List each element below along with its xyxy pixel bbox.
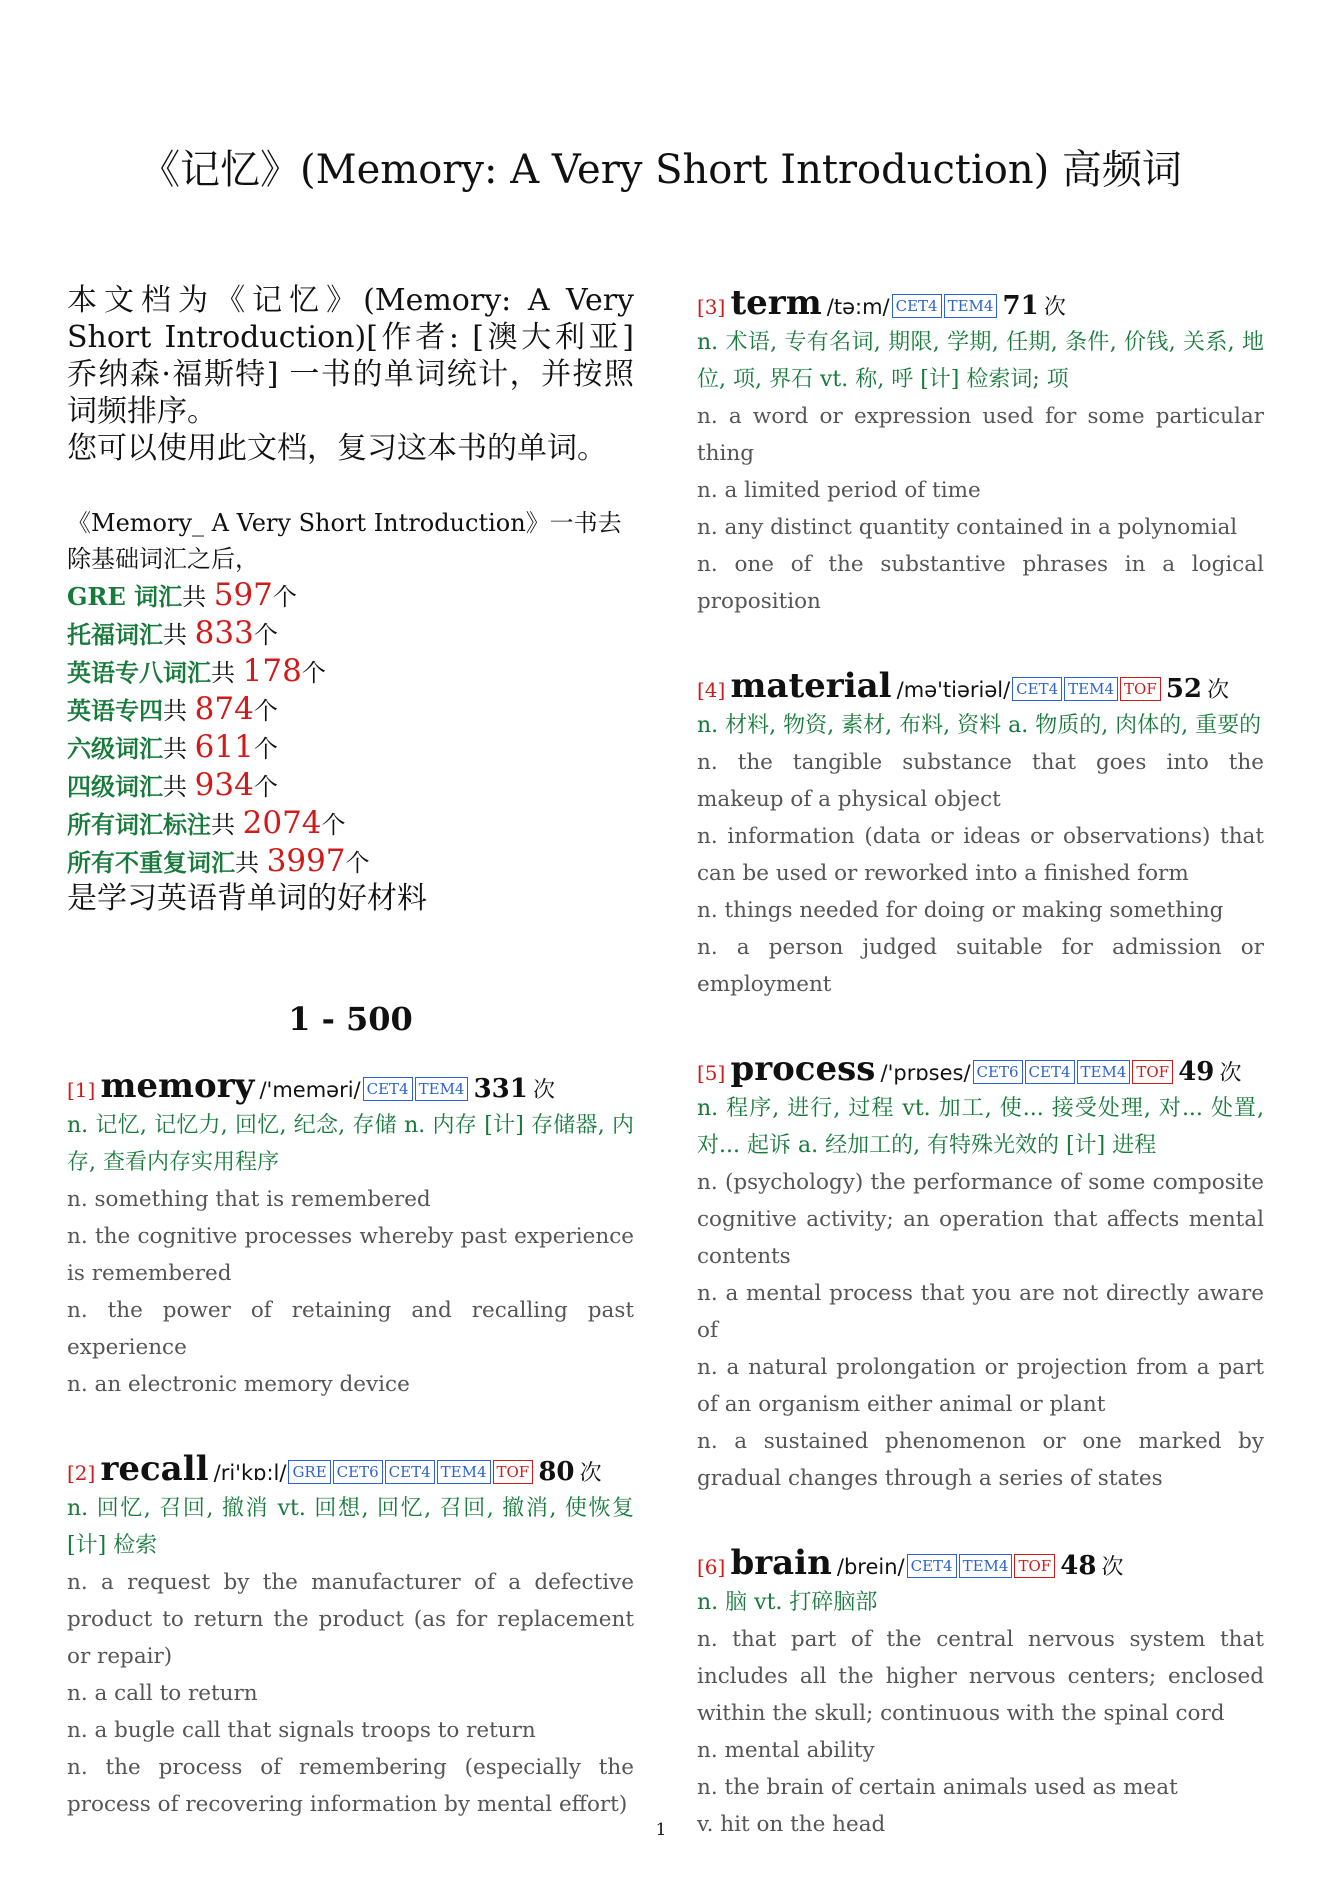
entry-phonetic: /tə:m/ bbox=[826, 295, 890, 319]
intro-paragraph bbox=[67, 282, 634, 467]
vocab-stats bbox=[67, 505, 634, 917]
exam-tag: TOF bbox=[1120, 677, 1161, 701]
entry-frequency: 49 bbox=[1178, 1057, 1215, 1087]
exam-tag: TEM4 bbox=[1064, 677, 1118, 701]
stat-post: 个 bbox=[345, 849, 370, 877]
stat-post: 个 bbox=[253, 735, 278, 763]
exam-tag: TOF bbox=[1132, 1060, 1173, 1084]
entry-header bbox=[697, 1048, 1264, 1090]
stat-line bbox=[67, 653, 634, 691]
definition-line: n. one of the substantive phrases in a logical proposition bbox=[697, 552, 1264, 614]
chinese-definition: n. 材料, 物资, 素材, 布料, 资料 a. 物质的, 肉体的, 重要的 bbox=[697, 713, 1262, 738]
stat-line bbox=[67, 691, 634, 729]
entry-phonetic: /'meməri/ bbox=[259, 1078, 361, 1102]
entry-rank: [4] bbox=[697, 678, 726, 702]
stat-pre: 共 bbox=[163, 735, 195, 763]
exam-tag: CET4 bbox=[1012, 677, 1062, 701]
entry-word: recall bbox=[100, 1449, 209, 1489]
word-entry bbox=[67, 1448, 634, 1823]
english-definitions bbox=[697, 1164, 1264, 1497]
entries-right bbox=[697, 282, 1264, 1843]
exam-tag: CET4 bbox=[363, 1077, 413, 1101]
definition-line: n. information (data or ideas or observations) that can be used or reworked into a finished form bbox=[697, 824, 1264, 886]
stat-post: 个 bbox=[253, 773, 278, 801]
entry-rank: [1] bbox=[67, 1078, 96, 1102]
entry-word: brain bbox=[730, 1543, 832, 1583]
stat-post: 个 bbox=[253, 621, 278, 649]
english-definitions bbox=[67, 1564, 634, 1823]
left-column bbox=[67, 282, 634, 1868]
stat-line bbox=[67, 843, 634, 881]
definition-line: v. hit on the head bbox=[697, 1812, 886, 1837]
stat-label: 英语专八词汇 bbox=[67, 658, 211, 687]
stat-pre: 共 bbox=[211, 659, 243, 687]
definition-line: n. things needed for doing or making something bbox=[697, 898, 1224, 923]
english-definitions bbox=[697, 1621, 1264, 1843]
definition-line: n. a bugle call that signals troops to return bbox=[67, 1718, 536, 1743]
english-definitions bbox=[697, 398, 1264, 620]
stat-pre: 共 bbox=[163, 697, 195, 725]
definition-line: n. a word or expression used for some particular thing bbox=[697, 404, 1264, 466]
stat-pre: 共 bbox=[211, 811, 243, 839]
stat-line bbox=[67, 767, 634, 805]
entry-phonetic: /mə'tiəriəl/ bbox=[896, 678, 1011, 702]
entries-left bbox=[67, 1065, 634, 1823]
intro-line-2: 您可以使用此文档，复习这本书的单词。 bbox=[67, 431, 607, 466]
stat-pre: 共 bbox=[163, 773, 195, 801]
entry-word: process bbox=[730, 1049, 876, 1089]
frequency-unit: 次 bbox=[1207, 678, 1230, 703]
english-definitions bbox=[67, 1181, 634, 1403]
stat-line bbox=[67, 805, 634, 843]
stat-label: 所有词汇标注 bbox=[67, 810, 211, 839]
word-entry bbox=[697, 282, 1264, 620]
entry-frequency: 331 bbox=[473, 1074, 528, 1104]
word-entry bbox=[697, 665, 1264, 1003]
definition-line: n. a natural prolongation or projection from a part of an organism either animal or plant bbox=[697, 1355, 1264, 1417]
word-entry bbox=[697, 1542, 1264, 1843]
entry-frequency: 80 bbox=[538, 1457, 575, 1487]
english-definitions bbox=[697, 744, 1264, 1003]
exam-tag: CET6 bbox=[333, 1460, 383, 1484]
entry-rank: [2] bbox=[67, 1461, 96, 1485]
frequency-unit: 次 bbox=[1101, 1555, 1124, 1580]
stat-pre: 共 bbox=[182, 583, 214, 611]
stat-count: 833 bbox=[194, 615, 254, 651]
exam-tag: CET4 bbox=[385, 1460, 435, 1484]
stat-count: 934 bbox=[194, 767, 254, 803]
stat-count: 2074 bbox=[242, 805, 322, 841]
exam-tag: TEM4 bbox=[415, 1077, 469, 1101]
definition-line: n. (psychology) the performance of some composite cognitive activity; an operation that affects mental contents bbox=[697, 1170, 1264, 1269]
exam-tag: TOF bbox=[1014, 1554, 1055, 1578]
stat-post: 个 bbox=[321, 811, 346, 839]
definition-line: n. a call to return bbox=[67, 1681, 258, 1706]
definition-line: n. the cognitive processes whereby past experience is remembered bbox=[67, 1224, 634, 1286]
stat-post: 个 bbox=[272, 583, 297, 611]
definition-line: n. something that is remembered bbox=[67, 1187, 431, 1212]
definition-line: n. a mental process that you are not directly aware of bbox=[697, 1281, 1264, 1343]
document-title: 《记忆》(Memory: A Very Short Introduction) 高频词 bbox=[140, 147, 1182, 193]
entry-word: term bbox=[730, 283, 822, 323]
exam-tag: GRE bbox=[288, 1460, 330, 1484]
stat-line bbox=[67, 577, 634, 615]
stats-lead: 《Memory_ A Very Short Introduction》一书去除基础词汇之后， bbox=[67, 509, 622, 573]
definition-line: n. a person judged suitable for admission or employment bbox=[697, 935, 1264, 997]
stat-line bbox=[67, 615, 634, 653]
frequency-unit: 次 bbox=[532, 1078, 555, 1103]
stat-label: 六级词汇 bbox=[67, 734, 163, 763]
intro-line-1: 本文档为《记忆》(Memory: A Very Short Introduction)[作者: [澳大利亚] 乔纳森·福斯特] 一书的单词统计，并按照词频排序。 bbox=[67, 283, 634, 429]
chinese-definition: n. 术语, 专有名词, 期限, 学期, 任期, 条件, 价钱, 关系, 地位, 项, 界石 vt. 称, 呼 [计] 检索词; 项 bbox=[697, 330, 1264, 392]
exam-tag: CET4 bbox=[1025, 1060, 1075, 1084]
definition-line: n. mental ability bbox=[697, 1738, 875, 1763]
stat-line bbox=[67, 729, 634, 767]
right-column bbox=[697, 282, 1264, 1888]
entry-header bbox=[67, 1448, 634, 1490]
frequency-unit: 次 bbox=[1219, 1061, 1242, 1086]
entry-header bbox=[697, 282, 1264, 324]
definition-line: n. a request by the manufacturer of a defective product to return the product (as for replacement or repair) bbox=[67, 1570, 634, 1669]
stat-pre: 共 bbox=[235, 849, 267, 877]
entry-rank: [5] bbox=[697, 1061, 726, 1085]
chinese-definition: n. 脑 vt. 打碎脑部 bbox=[697, 1590, 878, 1615]
stat-label: 托福词汇 bbox=[67, 620, 163, 649]
stats-closing: 是学习英语背单词的好材料 bbox=[67, 881, 427, 916]
entry-header bbox=[67, 1065, 634, 1107]
definition-line: n. a limited period of time bbox=[697, 478, 981, 503]
exam-tag: CET6 bbox=[973, 1060, 1023, 1084]
range-heading: 1 - 500 bbox=[288, 1000, 413, 1038]
entry-rank: [3] bbox=[697, 295, 726, 319]
entry-phonetic: /'prɒses/ bbox=[880, 1061, 971, 1085]
exam-tag: CET4 bbox=[907, 1554, 957, 1578]
definition-line: n. the tangible substance that goes into the makeup of a physical object bbox=[697, 750, 1264, 812]
stat-count: 597 bbox=[213, 577, 273, 613]
exam-tag: TOF bbox=[493, 1460, 534, 1484]
definition-line: n. that part of the central nervous system that includes all the higher nervous centers; enclosed within the skull; continuous with the spinal cord bbox=[697, 1627, 1264, 1726]
exam-tag: TEM4 bbox=[944, 294, 998, 318]
stat-label: 四级词汇 bbox=[67, 772, 163, 801]
stat-count: 3997 bbox=[266, 843, 346, 879]
chinese-definition: n. 程序, 进行, 过程 vt. 加工, 使... 接受处理, 对... 处置, 对... 起诉 a. 经加工的, 有特殊光效的 [计] 进程 bbox=[697, 1096, 1264, 1158]
entry-header bbox=[697, 1542, 1264, 1584]
stats-list bbox=[67, 577, 634, 881]
stat-count: 611 bbox=[194, 729, 254, 765]
entry-header bbox=[697, 665, 1264, 707]
exam-tag: TEM4 bbox=[959, 1554, 1013, 1578]
definition-line: n. a sustained phenomenon or one marked by gradual changes through a series of states bbox=[697, 1429, 1264, 1491]
stat-label: 英语专四 bbox=[67, 696, 163, 725]
exam-tag: TEM4 bbox=[437, 1460, 491, 1484]
entry-phonetic: /ri'kɒ:l/ bbox=[213, 1461, 287, 1485]
stat-post: 个 bbox=[301, 659, 326, 687]
stat-count: 178 bbox=[242, 653, 302, 689]
word-entry bbox=[67, 1065, 634, 1403]
entry-frequency: 71 bbox=[1002, 291, 1039, 321]
entry-word: memory bbox=[100, 1066, 255, 1106]
chinese-definition: n. 回忆, 召回, 撤消 vt. 回想, 回忆, 召回, 撤消, 使恢复 [计] 检索 bbox=[67, 1496, 634, 1558]
stat-label: 所有不重复词汇 bbox=[67, 848, 235, 877]
frequency-unit: 次 bbox=[1043, 295, 1066, 320]
definition-line: n. the process of remembering (especially the process of recovering information by mental effort) bbox=[67, 1755, 634, 1817]
definition-line: n. any distinct quantity contained in a polynomial bbox=[697, 515, 1238, 540]
definition-line: n. the brain of certain animals used as meat bbox=[697, 1775, 1178, 1800]
entry-frequency: 52 bbox=[1165, 674, 1203, 704]
exam-tag: TEM4 bbox=[1077, 1060, 1131, 1084]
frequency-unit: 次 bbox=[579, 1461, 602, 1486]
definition-line: n. an electronic memory device bbox=[67, 1372, 410, 1397]
stat-label: GRE 词汇 bbox=[67, 582, 183, 611]
entry-rank: [6] bbox=[697, 1555, 726, 1579]
stat-pre: 共 bbox=[163, 621, 195, 649]
entry-phonetic: /brein/ bbox=[836, 1555, 905, 1579]
entry-frequency: 48 bbox=[1060, 1551, 1097, 1581]
exam-tag: CET4 bbox=[892, 294, 942, 318]
stat-post: 个 bbox=[253, 697, 278, 725]
definition-line: n. the power of retaining and recalling past experience bbox=[67, 1298, 634, 1360]
entry-word: material bbox=[730, 666, 892, 706]
word-entry bbox=[697, 1048, 1264, 1497]
stat-count: 874 bbox=[194, 691, 254, 727]
page-number: 1 bbox=[655, 1820, 667, 1840]
chinese-definition: n. 记忆, 记忆力, 回忆, 纪念, 存储 n. 内存 [计] 存储器, 内存, 查看内存实用程序 bbox=[67, 1113, 634, 1175]
